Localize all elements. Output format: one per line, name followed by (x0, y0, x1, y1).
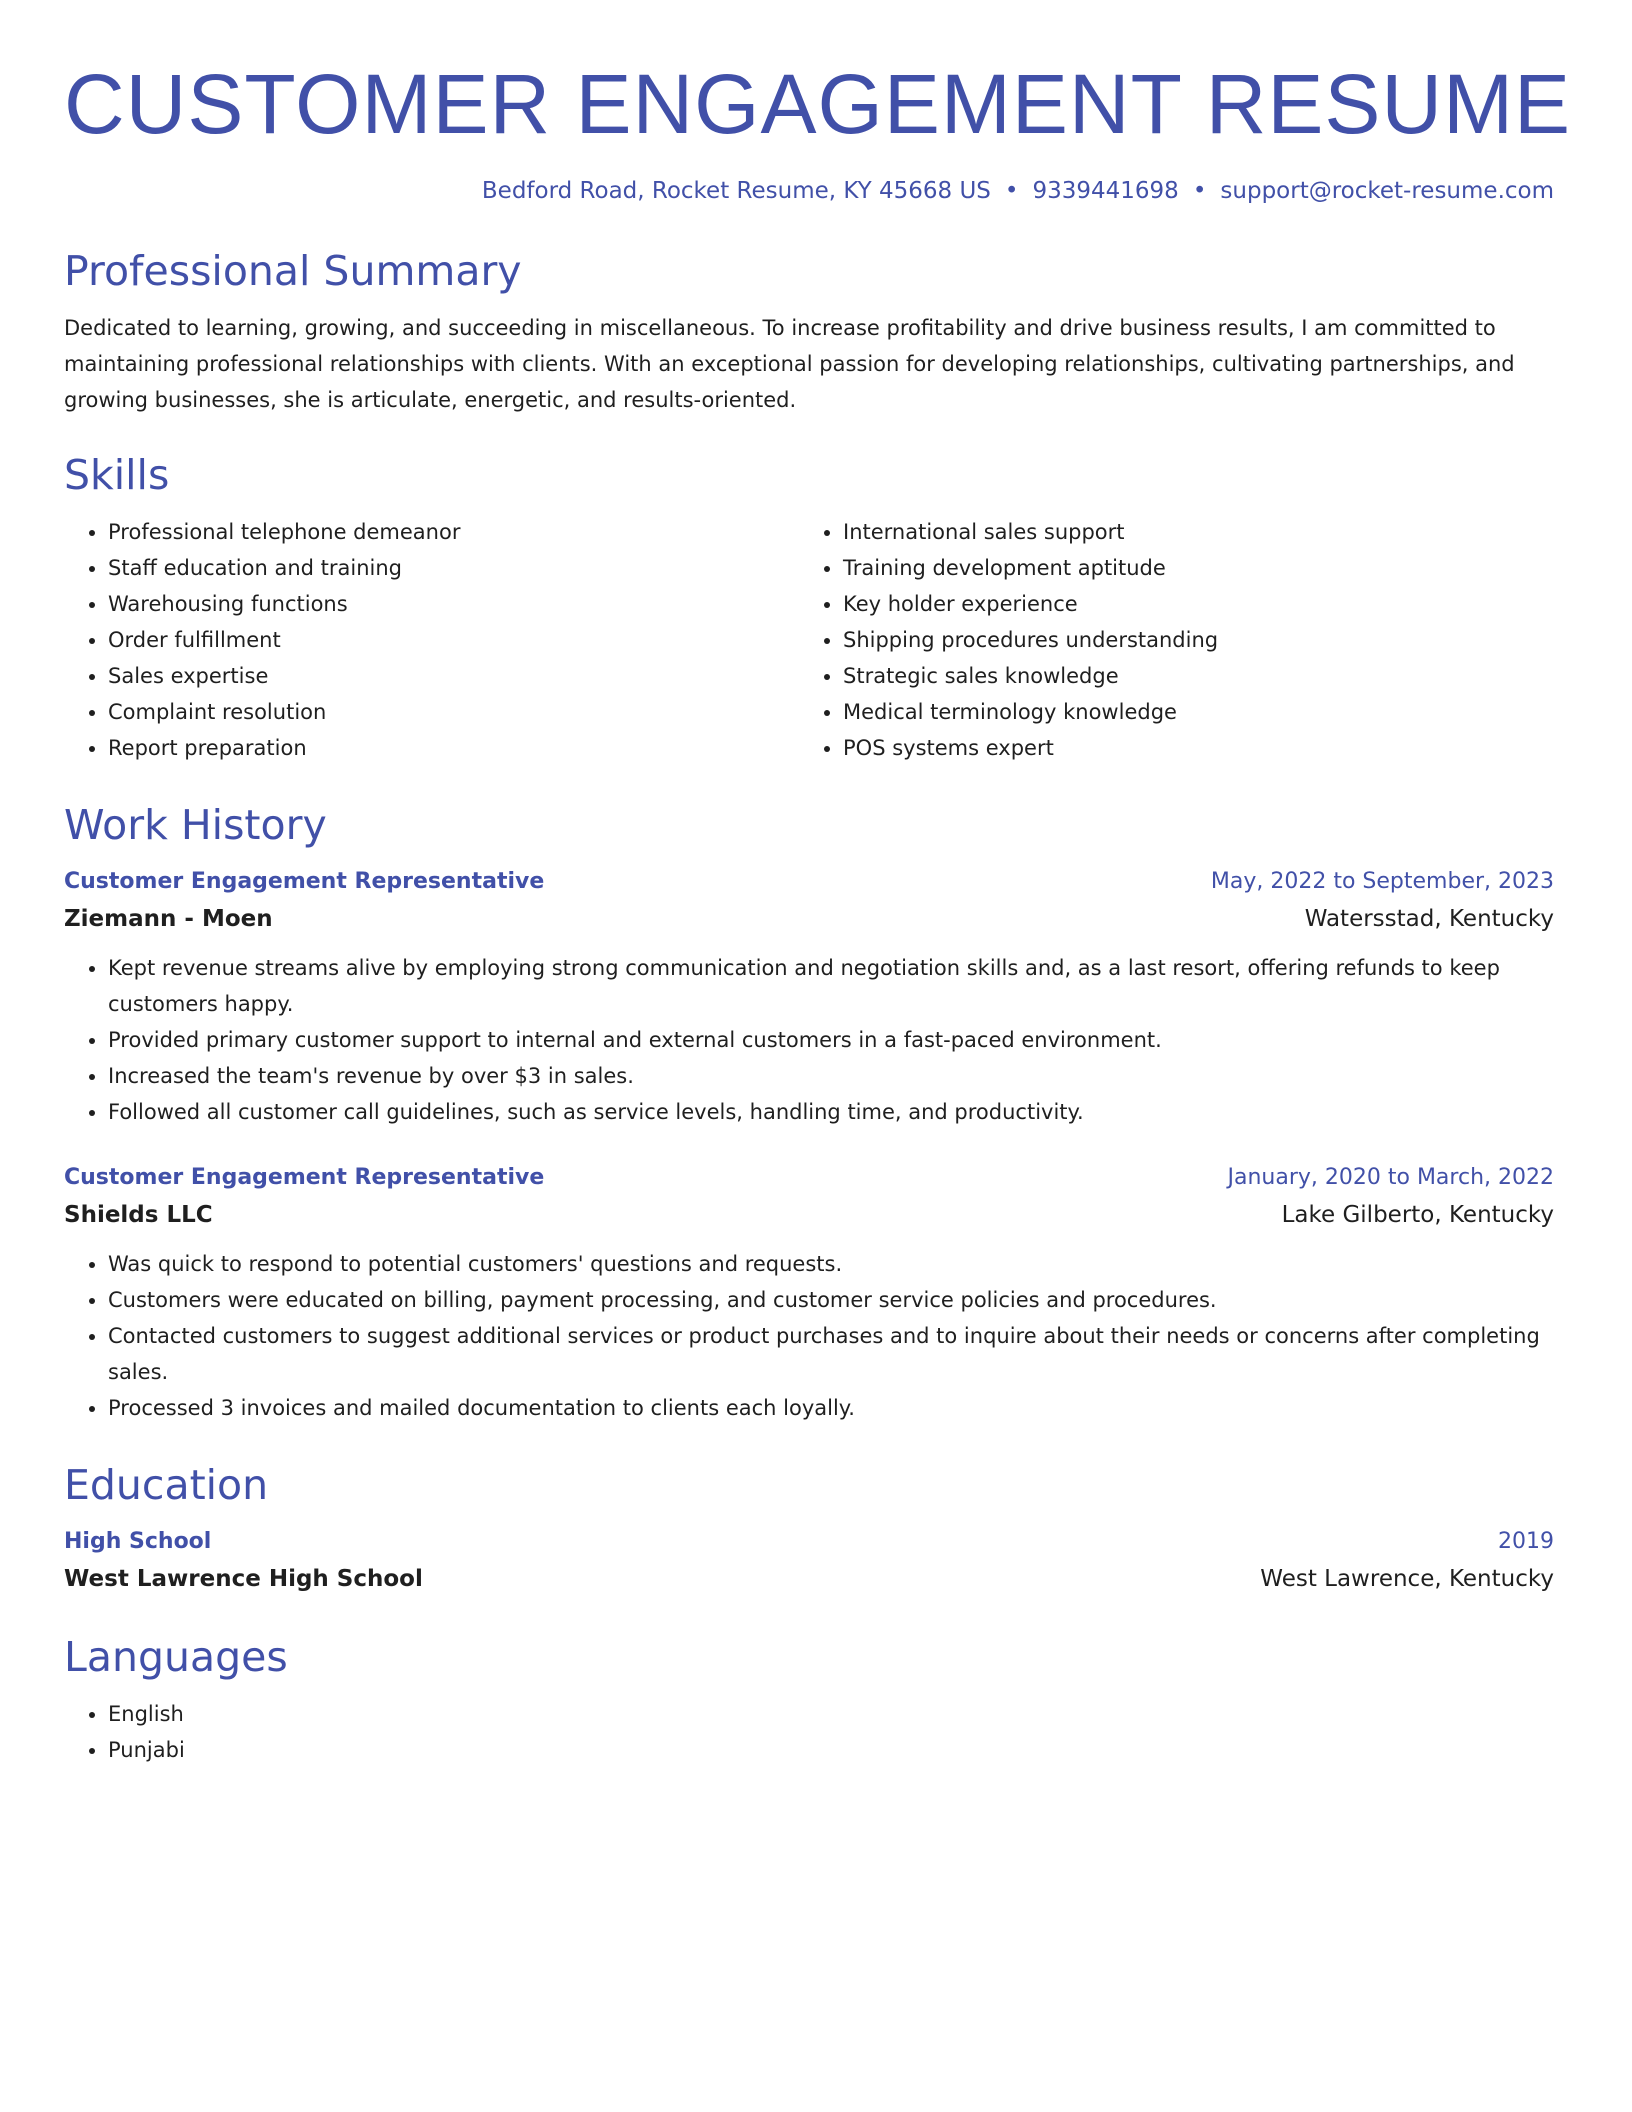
job-company-row (64, 1196, 1554, 1234)
skill-item: • Order fulfillment (108, 622, 799, 658)
skills-grid (64, 514, 1554, 766)
education-school-row (64, 1560, 1554, 1598)
contact-line (64, 176, 1554, 206)
job-location: Watersstad, Kentucky (1304, 906, 1554, 932)
education-degree-row (64, 1524, 1554, 1560)
job-bullets (64, 950, 1554, 1130)
job-company-row (64, 900, 1554, 938)
work-history-heading: Work History (64, 801, 327, 849)
education-year: 2019 (1498, 1529, 1554, 1554)
job-entry (64, 864, 1554, 1130)
contact-phone[interactable]: 9339441698 (1032, 178, 1179, 204)
education-heading: Education (64, 1461, 269, 1509)
job-bullet: • Kept revenue streams alive by employing strong communication and negotiation skills and, as a last resort, offering refunds to keep customers happy. (108, 950, 1554, 1022)
skill-item: • Complaint resolution (108, 694, 799, 730)
contact-separator: • (1004, 178, 1019, 204)
skill-item: • Warehousing functions (108, 586, 799, 622)
contact-address: Bedford Road, Rocket Resume, KY 45668 US (481, 178, 991, 204)
job-company: Shields LLC (64, 1202, 213, 1228)
job-title-row (64, 1160, 1554, 1196)
skill-item: • International sales support (843, 514, 1534, 550)
resume-title: CUSTOMER ENGAGEMENT RESUME (64, 57, 1572, 151)
language-item: • English (108, 1696, 1554, 1732)
contact-email[interactable]: support@rocket-resume.com (1220, 178, 1554, 204)
summary-heading: Professional Summary (64, 247, 522, 295)
job-title-row (64, 864, 1554, 900)
skill-item: • Medical terminology knowledge (843, 694, 1534, 730)
education-degree: High School (64, 1529, 212, 1554)
job-bullet: • Processed 3 invoices and mailed documentation to clients each loyally. (108, 1390, 1554, 1426)
skill-item: • Sales expertise (108, 658, 799, 694)
skill-item: • Key holder experience (843, 586, 1534, 622)
job-bullet: • Customers were educated on billing, payment processing, and customer service policies and procedures. (108, 1282, 1554, 1318)
education-entry (64, 1524, 1554, 1598)
skills-list-left (64, 514, 799, 766)
job-company: Ziemann - Moen (64, 906, 273, 932)
skill-item: • Staff education and training (108, 550, 799, 586)
languages-heading: Languages (64, 1633, 288, 1681)
job-entry (64, 1160, 1554, 1426)
skills-list-right (799, 514, 1534, 766)
skill-item: • Report preparation (108, 730, 799, 766)
skill-item: • Professional telephone demeanor (108, 514, 799, 550)
job-bullet: • Contacted customers to suggest additional services or product purchases and to inquire about their needs or concerns after completing sales. (108, 1318, 1554, 1390)
education-school: West Lawrence High School (64, 1566, 423, 1592)
job-bullet: • Was quick to respond to potential customers' questions and requests. (108, 1246, 1554, 1282)
skills-heading: Skills (64, 451, 170, 499)
languages-list (64, 1696, 1554, 1768)
job-dates: January, 2020 to March, 2022 (1227, 1165, 1554, 1190)
job-title: Customer Engagement Representative (64, 869, 545, 894)
language-item: • Punjabi (108, 1732, 1554, 1768)
job-bullets (64, 1246, 1554, 1426)
job-bullet: • Provided primary customer support to internal and external customers in a fast-paced environment. (108, 1022, 1554, 1058)
contact-separator: • (1192, 178, 1207, 204)
skill-item: • Shipping procedures understanding (843, 622, 1534, 658)
summary-text: Dedicated to learning, growing, and succeeding in miscellaneous. To increase profitability and drive business results, I am committed to maintaining professional relationships with clients. With an exceptional passion for developing relationships, cultivating partnerships, and growing businesses, she is articulate, energetic, and results-oriented. (64, 316, 1515, 412)
job-bullet: • Followed all customer call guidelines, such as service levels, handling time, and productivity. (108, 1094, 1554, 1130)
skill-item: • Strategic sales knowledge (843, 658, 1534, 694)
job-location: Lake Gilberto, Kentucky (1281, 1202, 1554, 1228)
job-bullet: • Increased the team's revenue by over $3 in sales. (108, 1058, 1554, 1094)
skill-item: • POS systems expert (843, 730, 1534, 766)
resume-page (64, 0, 1572, 1768)
skill-item: • Training development aptitude (843, 550, 1534, 586)
job-title: Customer Engagement Representative (64, 1165, 545, 1190)
education-location: West Lawrence, Kentucky (1260, 1566, 1554, 1592)
job-dates: May, 2022 to September, 2023 (1210, 869, 1554, 894)
